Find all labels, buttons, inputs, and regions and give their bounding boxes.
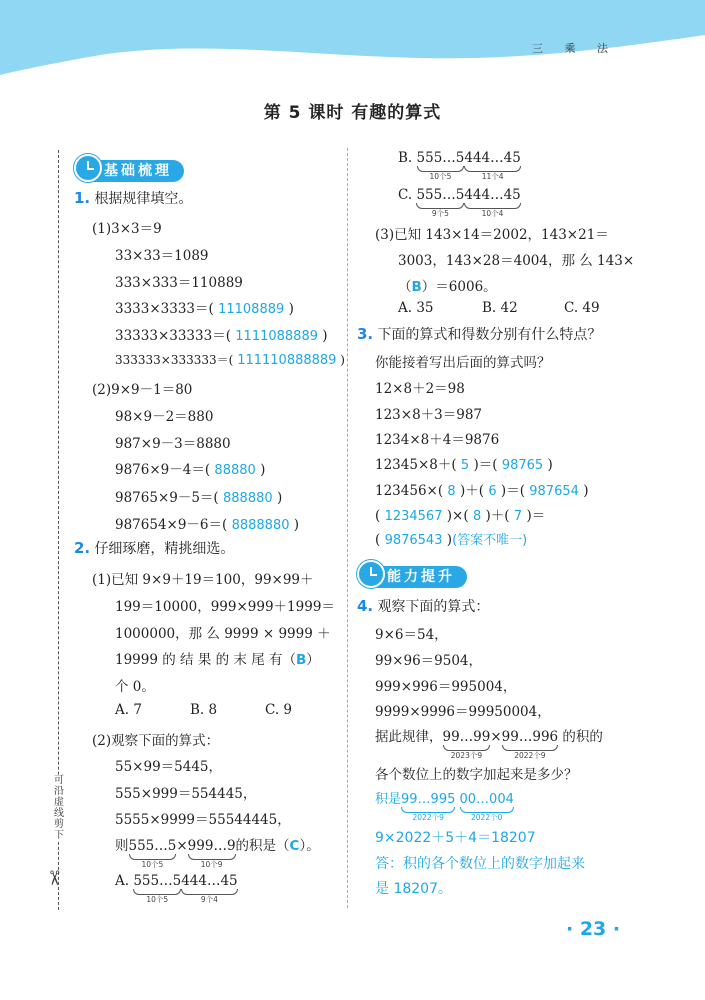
q2-s2-l3: 5555×9999＝55544445， (115, 812, 291, 828)
q4-l1: 9×6＝54， (375, 627, 448, 643)
q1-m5: 987654×9－6＝( 8888880 ) (115, 517, 300, 533)
scissors-icon: ✂ (42, 869, 67, 887)
q2-s3-opt-c: C. 49 (564, 300, 600, 316)
q1-l4-answer: 1111088889 (235, 329, 318, 344)
q2-s3-l1: (3)已知 143×14＝2002，143×21＝ (375, 227, 609, 243)
q1-l4: 33333×33333＝( 1111088889 ) (115, 328, 328, 344)
q3-number: 3. (357, 325, 374, 343)
q4-answer-4: 是 18207。 (375, 881, 452, 897)
section-basic-label: 基础梳理 (88, 160, 184, 182)
q2-s2-l2: 555×999＝554445， (115, 786, 257, 802)
q1-m4-answer: 888880 (223, 491, 273, 506)
q3-text: 下面的算式和得数分别有什么特点？ (377, 327, 602, 343)
q2-s3-opt-b: B. 42 (482, 300, 518, 316)
q1-l5: 333333×333333＝( 111110888889 ) (115, 353, 345, 368)
chapter-label: 三 乘 法 (532, 42, 617, 55)
q1-l3-answer: 11108889 (218, 302, 285, 317)
clock-icon (357, 560, 385, 588)
q3-l4: 12345×8＋( 5 )＝( 98765 ) (375, 457, 553, 473)
q4-l4: 9999×9996＝99950004， (375, 704, 551, 720)
q2-s3-l3: （B）＝6006。 (398, 279, 497, 295)
q2-s1-opt-c: C. 9 (265, 702, 293, 718)
q3-l3: 1234×8＋4＝9876 (375, 432, 500, 448)
q4-title (357, 596, 489, 616)
q1-text: 根据规律填空。 (94, 191, 193, 207)
q4-l2: 99×96＝9504， (375, 653, 483, 669)
q2-s2-title: (2)观察下面的算式： (92, 733, 220, 749)
q3-l1: 12×8＋2＝98 (375, 381, 465, 397)
q1-m5-answer: 8888880 (231, 518, 290, 533)
q1-p2: (2)9×9－1＝80 (92, 382, 193, 398)
q2-s2-l4: 则555…5 10个5 ×999…9 10个9 的积是（C）。 (115, 838, 320, 869)
page-number: · 23 · (566, 918, 621, 940)
q1-m3: 9876×9－4＝( 88880 ) (115, 462, 266, 478)
q2-s3-opt-a: A. 35 (398, 300, 434, 316)
q4-l3: 999×996＝995004， (375, 679, 517, 695)
q2-number: 2. (74, 539, 91, 557)
lesson-title: 第 5 课时 有趣的算式 (263, 103, 442, 123)
q2-text: 仔细琢磨，精挑细选。 (94, 541, 235, 557)
q1-m3-answer: 88880 (214, 463, 256, 478)
q4-number: 4. (357, 597, 374, 615)
q3-l5: 123456×( 8 )＋( 6 )＝( 987654 ) (375, 483, 589, 499)
q2-s2-answer: C (289, 838, 300, 854)
q1-l2: 333×333＝110889 (115, 275, 243, 291)
q1-p1: (1)3×3＝9 (92, 221, 162, 237)
q2-s2-opt-c: C. 555…5 9个5 444…45 10个4 (398, 187, 521, 218)
q2-s3-l2: 3003，143×28＝4004，那 么 143× (398, 253, 635, 269)
q3-sub: 你能接着写出后面的算式吗？ (375, 355, 551, 371)
q2-s1-l2: 199＝10000，999×999＋1999＝ (115, 599, 335, 615)
q1-l1: 33×33＝1089 (115, 248, 209, 264)
cut-hint: 可沿虚线剪下 (54, 775, 64, 841)
q4-l6: 各个数位上的数字加起来是多少？ (375, 767, 578, 783)
clock-icon (74, 154, 102, 182)
q1-m1: 98×9－2＝880 (115, 409, 214, 425)
column-divider (347, 148, 348, 908)
q3-l2: 123×8＋3＝987 (375, 407, 483, 423)
q4-answer-2: 9×2022＋5＋4＝18207 (375, 830, 536, 846)
q3-l6: ( 1234567 )×( 8 )＋( 7 )＝ (375, 508, 546, 524)
q2-s1-opt-b: B. 8 (190, 702, 218, 718)
q2-s1-l4: 19999 的 结 果 的 末 尾 有（B） (115, 652, 320, 668)
q1-number: 1. (74, 189, 91, 207)
q3-title (357, 324, 601, 344)
q4-l5: 据此规律，99…99 2023个9 ×99…996 2022个9 的积的 (375, 729, 603, 760)
q1-l5-answer: 111110888889 (237, 353, 337, 368)
q1-m4: 98765×9－5＝( 888880 ) (115, 490, 283, 506)
q1-m2: 987×9－3＝8880 (115, 436, 231, 452)
q4-answer-1: 积是99…995 2022个9 00…004 2022个0 (375, 792, 514, 822)
q1-title (74, 188, 192, 208)
q4-text: 观察下面的算式： (377, 599, 490, 615)
q3-note: (答案不唯一) (452, 533, 528, 548)
q2-title (74, 538, 234, 558)
q2-s2-l1: 55×99＝5445， (115, 759, 223, 775)
q2-s1-opt-a: A. 7 (115, 702, 142, 718)
q2-s1-l1: (1)已知 9×9＋19＝100，99×99＋ (92, 572, 314, 588)
q4-answer-3: 答：积的各个数位上的数字加起来 (375, 856, 585, 872)
q2-s2-opt-b: B. 555…5 10个5 444…45 11个4 (398, 150, 521, 181)
q2-s1-l5: 个 0。 (115, 679, 155, 695)
q2-s3-answer: B (411, 279, 422, 295)
q1-l3: 3333×3333＝( 11108889 ) (115, 301, 294, 317)
q2-s1-answer: B (295, 652, 307, 668)
section-advanced-label: 能力提升 (371, 566, 467, 588)
q3-l7: ( 9876543 )(答案不唯一) (375, 532, 528, 548)
q2-s1-l3: 1000000，那 么 9999 × 9999 ＋ (115, 626, 331, 642)
q2-s2-opt-a: A. 555…5 10个5 444…45 9个4 (115, 873, 238, 904)
